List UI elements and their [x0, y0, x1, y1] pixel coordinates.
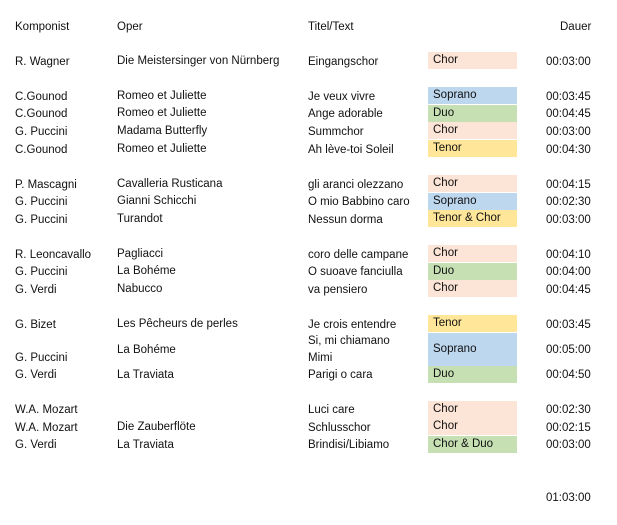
row-dauer: 00:04:50 [546, 369, 591, 381]
voice-tag: Chor [428, 280, 517, 297]
row-komponist: C.Gounod [15, 144, 68, 156]
row-oper: Les Pêcheurs de perles [117, 318, 238, 330]
row-komponist: R. Wagner [15, 56, 70, 68]
voice-tag: Soprano [428, 193, 517, 210]
row-komponist: P. Mascagni [15, 179, 77, 191]
row-dauer: 00:04:10 [546, 249, 591, 261]
row-oper: Romeo et Juliette [117, 143, 207, 155]
total-duration: 01:03:00 [546, 492, 591, 504]
row-komponist: G. Verdi [15, 369, 57, 381]
row-oper: Nabucco [117, 283, 163, 295]
row-dauer: 00:04:00 [546, 266, 591, 278]
voice-tag: Chor [428, 418, 517, 435]
header-komponist: Komponist [15, 21, 70, 33]
row-dauer: 00:03:45 [546, 319, 591, 331]
voice-tag: Tenor & Chor [428, 210, 517, 227]
row-titel-line2: Mimi [308, 352, 333, 364]
row-titel: va pensiero [308, 284, 368, 296]
row-komponist: G. Puccini [15, 126, 68, 138]
voice-tag: Soprano [428, 333, 517, 366]
row-komponist: G. Puccini [15, 266, 68, 278]
voice-tag: Tenor [428, 315, 517, 332]
voice-tag: Tenor [428, 140, 517, 157]
row-titel: O mio Babbino caro [308, 196, 410, 208]
row-oper: La Bohéme [117, 265, 176, 277]
row-titel: Nessun dorma [308, 214, 383, 226]
header-dauer: Dauer [560, 21, 592, 33]
row-titel: Ange adorable [308, 108, 383, 120]
row-oper: Turandot [117, 213, 163, 225]
row-titel-line1: Si, mi chiamano [308, 335, 390, 347]
voice-tag: Soprano [428, 87, 517, 104]
row-dauer: 00:05:00 [546, 344, 591, 356]
row-dauer: 00:03:45 [546, 91, 591, 103]
row-dauer: 00:03:00 [546, 439, 591, 451]
row-komponist: R. Leoncavallo [15, 249, 92, 261]
header-oper: Oper [117, 21, 143, 33]
voice-tag: Duo [428, 366, 517, 383]
row-titel: gli aranci olezzano [308, 179, 404, 191]
row-komponist: W.A. Mozart [15, 404, 78, 416]
row-titel: Parigi o cara [308, 369, 373, 381]
voice-tag: Chor [428, 175, 517, 192]
row-dauer: 00:04:30 [546, 144, 591, 156]
row-dauer: 00:04:45 [546, 108, 591, 120]
row-komponist: C.Gounod [15, 91, 68, 103]
row-oper: Cavalleria Rusticana [117, 178, 223, 190]
row-oper: Gianni Schicchi [117, 195, 197, 207]
row-titel: Brindisi/Libiamo [308, 439, 390, 451]
row-titel: Je veux vivre [308, 91, 376, 103]
row-komponist: C.Gounod [15, 108, 68, 120]
row-dauer: 00:04:15 [546, 179, 591, 191]
row-dauer: 00:02:15 [546, 422, 591, 434]
row-titel: Summchor [308, 126, 364, 138]
row-oper: La Bohéme [117, 344, 176, 356]
row-oper: La Traviata [117, 369, 174, 381]
row-oper: Die Meistersinger von Nürnberg [117, 55, 280, 67]
row-komponist: G. Puccini [15, 196, 68, 208]
voice-tag: Chor [428, 401, 517, 418]
row-komponist: G. Verdi [15, 284, 57, 296]
voice-tag: Chor & Duo [428, 436, 517, 453]
row-titel: Je crois entendre [308, 319, 397, 331]
row-oper: Pagliacci [117, 248, 164, 260]
row-oper: Romeo et Juliette [117, 107, 207, 119]
row-komponist: G. Verdi [15, 439, 57, 451]
row-titel: Schlusschor [308, 422, 371, 434]
row-oper: Die Zauberflöte [117, 421, 196, 433]
row-dauer: 00:02:30 [546, 404, 591, 416]
row-oper: Madama Butterfly [117, 125, 208, 137]
row-titel: Luci care [308, 404, 355, 416]
row-komponist: G. Puccini [15, 214, 68, 226]
row-dauer: 00:03:00 [546, 126, 591, 138]
header-titel: Titel/Text [308, 21, 354, 33]
row-komponist: W.A. Mozart [15, 422, 78, 434]
row-dauer: 00:03:00 [546, 56, 591, 68]
row-titel: Ah lève-toi Soleil [308, 144, 394, 156]
voice-tag: Chor [428, 52, 517, 69]
row-komponist: G. Puccini [15, 352, 68, 364]
voice-tag: Duo [428, 263, 517, 280]
row-komponist: G. Bizet [15, 319, 56, 331]
row-oper: La Traviata [117, 439, 174, 451]
voice-tag: Chor [428, 245, 517, 262]
row-oper: Romeo et Juliette [117, 90, 207, 102]
row-dauer: 00:02:30 [546, 196, 591, 208]
row-dauer: 00:04:45 [546, 284, 591, 296]
row-titel: O suoave fanciulla [308, 266, 403, 278]
voice-tag: Chor [428, 122, 517, 139]
voice-tag: Duo [428, 105, 517, 122]
row-titel: coro delle campane [308, 249, 409, 261]
row-dauer: 00:03:00 [546, 214, 591, 226]
row-titel: Eingangschor [308, 56, 379, 68]
